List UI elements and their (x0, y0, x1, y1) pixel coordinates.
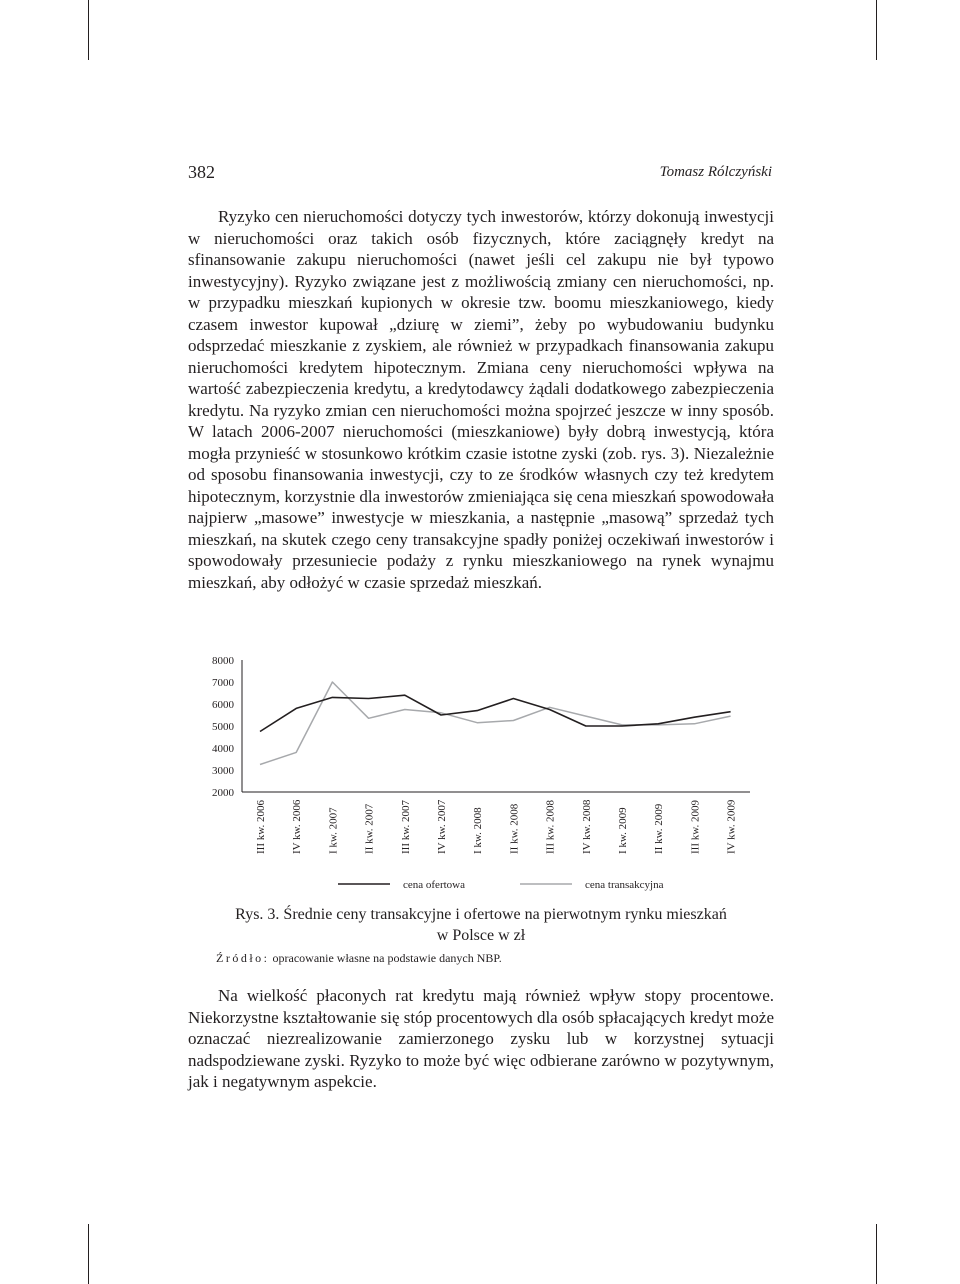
crop-mark (88, 0, 89, 60)
x-tick-label: III kw. 2007 (399, 800, 412, 854)
figure-caption (188, 904, 774, 946)
y-tick-label: 5000 (212, 721, 234, 733)
y-tick-label: 3000 (212, 765, 234, 777)
x-tick-label: II kw. 2009 (653, 803, 666, 854)
x-tick-label: III kw. 2008 (544, 800, 557, 854)
y-tick-label: 4000 (212, 743, 234, 755)
x-tick-label: IV kw. 2006 (291, 799, 304, 854)
running-author: Tomasz Rólczyński (659, 164, 772, 180)
source-text: opracowanie własne na podstawie danych NBP. (269, 951, 502, 965)
crop-mark (876, 1224, 877, 1284)
line-chart (190, 648, 760, 898)
paragraph-text: Na wielkość płaconych rat kredytu mają również wpływ stopy procentowe. Niekorzystne kształtowanie się stóp procentowych dla osób spłacających kredyt może oznaczać niezrealizowanie zamierzonego zysku lub w korzystnej sytuacji nadspodziewane zyski. Ryzyko to może być więc odbierane zarówno w pozytywnym, jak i negatywnym aspekcie. (188, 986, 774, 1091)
body-paragraph (188, 985, 774, 1093)
legend-label: cena ofertowa (403, 879, 465, 891)
x-tick-label: IV kw. 2007 (436, 799, 448, 854)
x-tick-label: I kw. 2009 (617, 807, 629, 854)
body-paragraph (188, 206, 774, 593)
chart-legend (338, 879, 664, 891)
series-line-cena-ofertowa (260, 695, 731, 731)
y-axis (212, 655, 242, 799)
source-label: Źródło: (216, 951, 270, 965)
x-tick-label: I kw. 2008 (472, 807, 485, 854)
x-tick-label: I kw. 2007 (327, 807, 340, 854)
x-axis (242, 792, 750, 854)
page-number: 382 (188, 162, 215, 182)
crop-mark (88, 1224, 89, 1284)
x-tick-label: II kw. 2008 (508, 803, 521, 854)
x-tick-label: II kw. 2007 (363, 803, 376, 854)
y-tick-label: 8000 (212, 655, 234, 667)
chart-series (260, 682, 731, 765)
y-tick-label: 6000 (212, 699, 234, 711)
y-tick-label: 2000 (212, 787, 234, 799)
x-tick-label: III kw. 2006 (255, 800, 267, 854)
caption-line: w Polsce w zł (436, 927, 526, 944)
figure-source (216, 951, 502, 966)
paragraph-text: Ryzyko cen nieruchomości dotyczy tych inwestorów, którzy dokonują inwestycji w nieruchomości oraz takich osób fizycznych, które zaciągnęły kredyt na sfinansowanie zakupu nieruchomości (nawet jeśli cel zakupu nie był typowo inwestycyjny). Ryzyko związane jest z możliwością zmiany cen nieruchomości, np. w przypadku mieszkań kupionych w okresie tzw. boomu mieszkaniowego, kiedy czasem inwestor kupował „dziurę w ziemi”, żeby po wybudowaniu budynku odsprzedać mieszkanie z zyskiem, ale również w przypadkach finansowania zakupu nieruchomości kredytem hipotecznym. Zmiana ceny nieruchomości wpływa na wartość zabezpieczenia kredytu, a kredytodawcy żądali dodatkowego zabezpieczenia kredytu. Na ryzyko zmian cen nieruchomości można spojrzeć jeszcze w inny sposób. W latach 2006-2007 nieruchomości (mieszkaniowe) były dobrą inwestycją, która mogła przynieść w stosunkowo krótkim czasie istotne zyski (zob. rys. 3). Niezależnie od sposobu finansowania inwestycji, czy to ze środków własnych czy też kredytem hipotecznym, korzystnie dla inwestorów zmieniająca się cena mieszkań spowodowała najpierw „masowe” inwestycje w mieszkania, a następnie „masową” sprzedaż tych mieszkań, na skutek czego ceny transakcyjne spadły poniżej oczekiwań inwestorów i spowodowały przesuniecie podaży z rynku mieszkaniowego na rynek wynajmu mieszkań, aby odłożyć w czasie sprzedaż mieszkań. (188, 207, 774, 592)
x-tick-label: IV kw. 2009 (725, 799, 738, 854)
running-header (188, 158, 772, 188)
crop-mark (876, 0, 877, 60)
caption-line: Rys. 3. Średnie ceny transakcyjne i ofertowe na pierwotnym rynku mieszkań (235, 906, 727, 923)
y-tick-label: 7000 (212, 677, 234, 689)
x-tick-label: IV kw. 2008 (580, 799, 593, 854)
x-tick-label: III kw. 2009 (689, 800, 702, 854)
legend-label: cena transakcyjna (585, 879, 664, 891)
